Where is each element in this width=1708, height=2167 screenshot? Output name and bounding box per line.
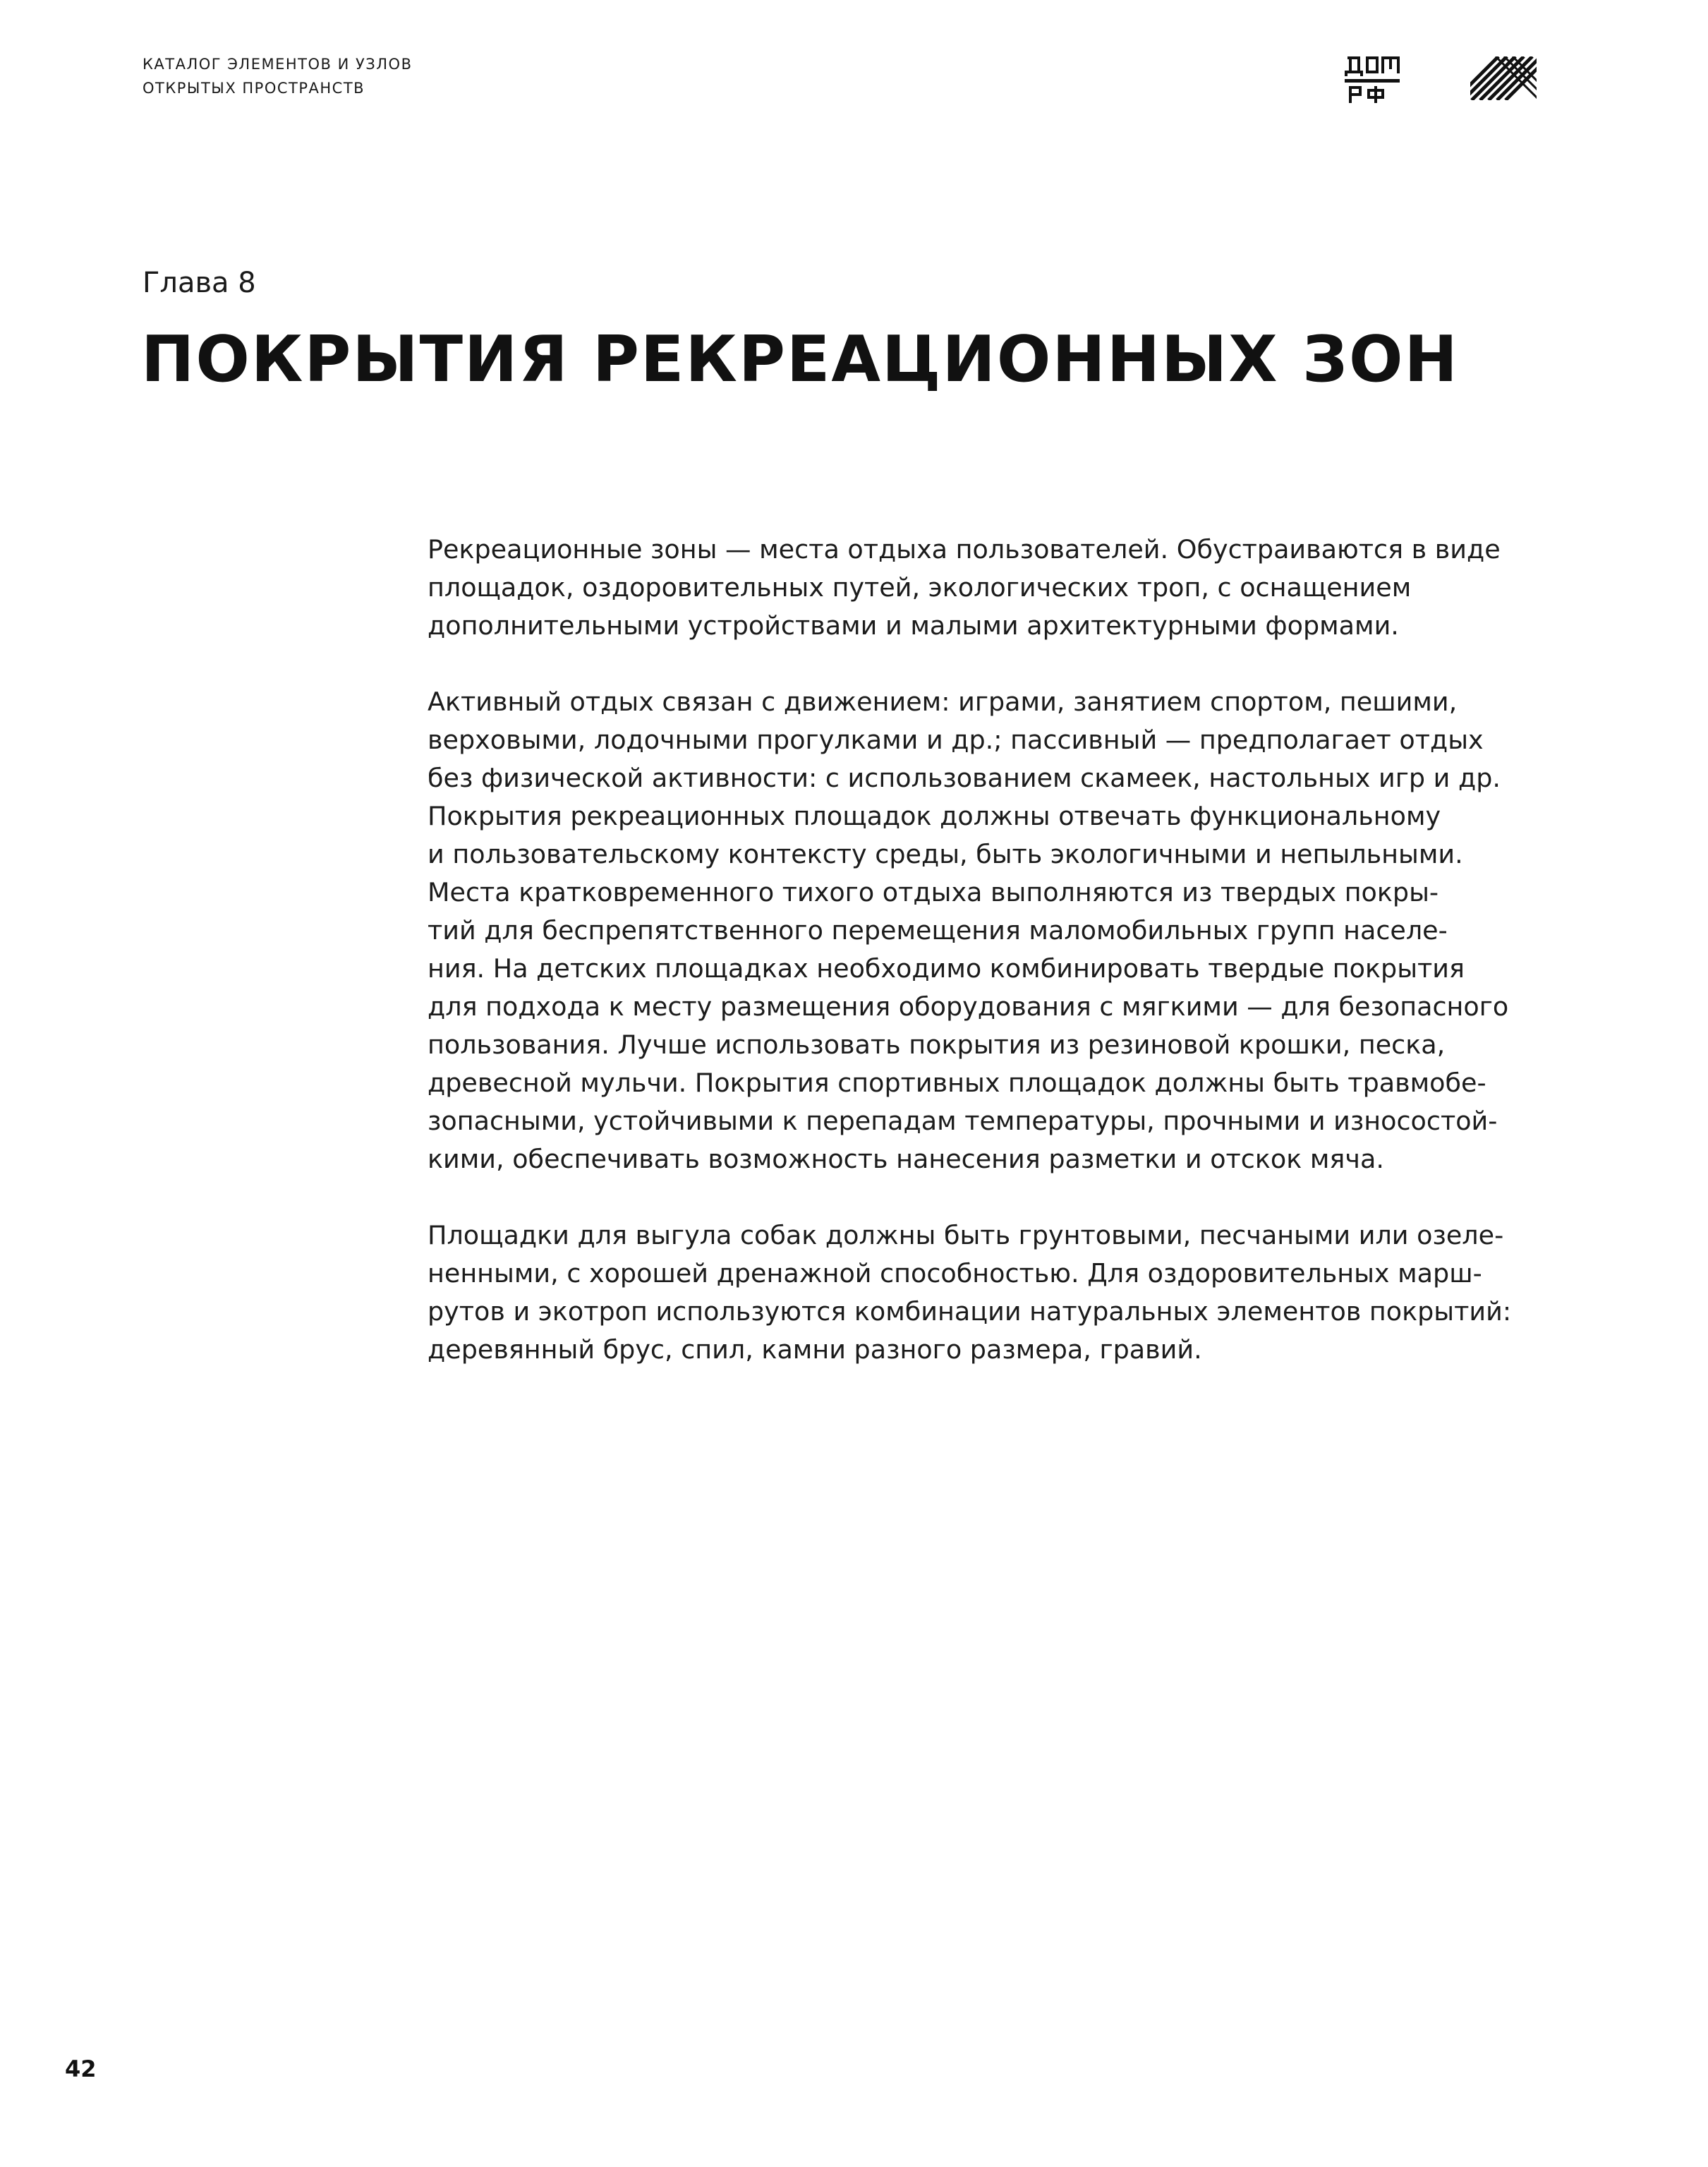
text-line: Рекреационные зоны — места отдыха пользователей. Обустраиваются в виде [428,534,1501,565]
text-line: дополнительными устройствами и малыми архитектурными формами. [428,610,1399,641]
text-line: без физической активности: с использованием скамеек, настольных игр и др. [428,763,1501,793]
running-header-line-2: ОТКРЫТЫХ ПРОСТРАНСТВ [143,80,365,97]
text-line: кими, обеспечивать возможность нанесения разметки и отскок мяча. [428,1144,1384,1174]
page-number: 42 [65,2056,97,2082]
text-line: тий для беспрепятственного перемещения маломобильных групп населе- [428,915,1448,946]
text-line: и пользовательскому контексту среды, быть экологичными и непыльными. [428,839,1463,869]
text-line: ненными, с хорошей дренажной способностью. Для оздоровительных марш- [428,1258,1482,1288]
text-line: для подхода к месту размещения оборудования с мягкими — для безопасного [428,991,1509,1022]
text-line: пользования. Лучше использовать покрытия из резиновой крошки, песка, [428,1030,1446,1060]
text-line: Активный отдых связан с движением: играми, занятием спортом, пешими, [428,687,1458,717]
paragraph-2 [428,683,1542,1178]
text-line: Места кратковременного тихого отдыха выполняются из твердых покры- [428,877,1439,907]
dom-rf-logo-icon [1345,55,1401,104]
text-line: ния. На детских площадках необходимо комбинировать твердые покрытия [428,953,1465,984]
text-line: зопасными, устойчивыми к перепадам температуры, прочными и износостой- [428,1106,1498,1136]
diagonal-pattern-logo-icon [1470,56,1537,100]
text-line: площадок, оздоровительных путей, экологических троп, с оснащением [428,572,1412,603]
running-header-line-1: КАТАЛОГ ЭЛЕМЕНТОВ И УЗЛОВ [143,56,413,73]
running-header [143,52,412,100]
text-line: рутов и экотроп используются комбинации натуральных элементов покрытий: [428,1296,1512,1327]
text-line: древесной мульчи. Покрытия спортивных площадок должны быть травмобе- [428,1068,1486,1098]
text-line: Площадки для выгула собак должны быть грунтовыми, песчаными или озеле- [428,1220,1504,1250]
paragraph-1 [428,531,1542,645]
text-line: Покрытия рекреационных площадок должны отвечать функциональному [428,801,1441,831]
chapter-label: Глава 8 [143,267,256,299]
body-text [428,531,1542,1407]
paragraph-3 [428,1217,1542,1369]
text-line: верховыми, лодочными прогулками и др.; пассивный — предполагает отдых [428,725,1484,755]
text-line: деревянный брус, спил, камни разного размера, гравий. [428,1334,1202,1365]
chapter-title: ПОКРЫТИЯ РЕКРЕАЦИОННЫХ ЗОН [141,322,1459,397]
